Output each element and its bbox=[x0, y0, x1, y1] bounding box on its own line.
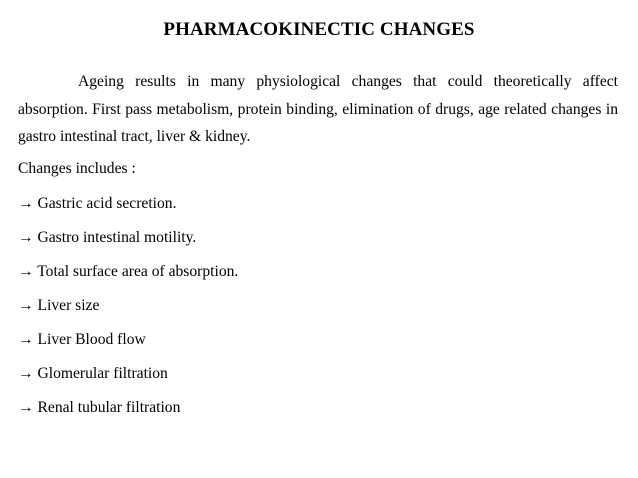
list-item: → Gastric acid secretion. bbox=[18, 195, 177, 212]
list-item: → Liver size bbox=[18, 297, 100, 314]
change-list bbox=[18, 193, 238, 431]
list-item: → Glomerular filtration bbox=[18, 365, 168, 382]
page-title: PHARMACOKINECTIC CHANGES bbox=[163, 19, 475, 40]
list-item: → Liver Blood flow bbox=[18, 331, 146, 348]
intro-paragraph: Ageing results in many physiological changes that could theoretically affect absorption. First pass metabolism, protein binding, elimination of drugs, age related changes in gastro intestinal tract, liver & kidney. bbox=[18, 73, 618, 145]
list-item: → Renal tubular filtration bbox=[18, 399, 181, 416]
changes-label: Changes includes : bbox=[18, 160, 136, 177]
list-item: → Total surface area of absorption. bbox=[18, 263, 239, 280]
list-item: → Gastro intestinal motility. bbox=[18, 229, 197, 246]
